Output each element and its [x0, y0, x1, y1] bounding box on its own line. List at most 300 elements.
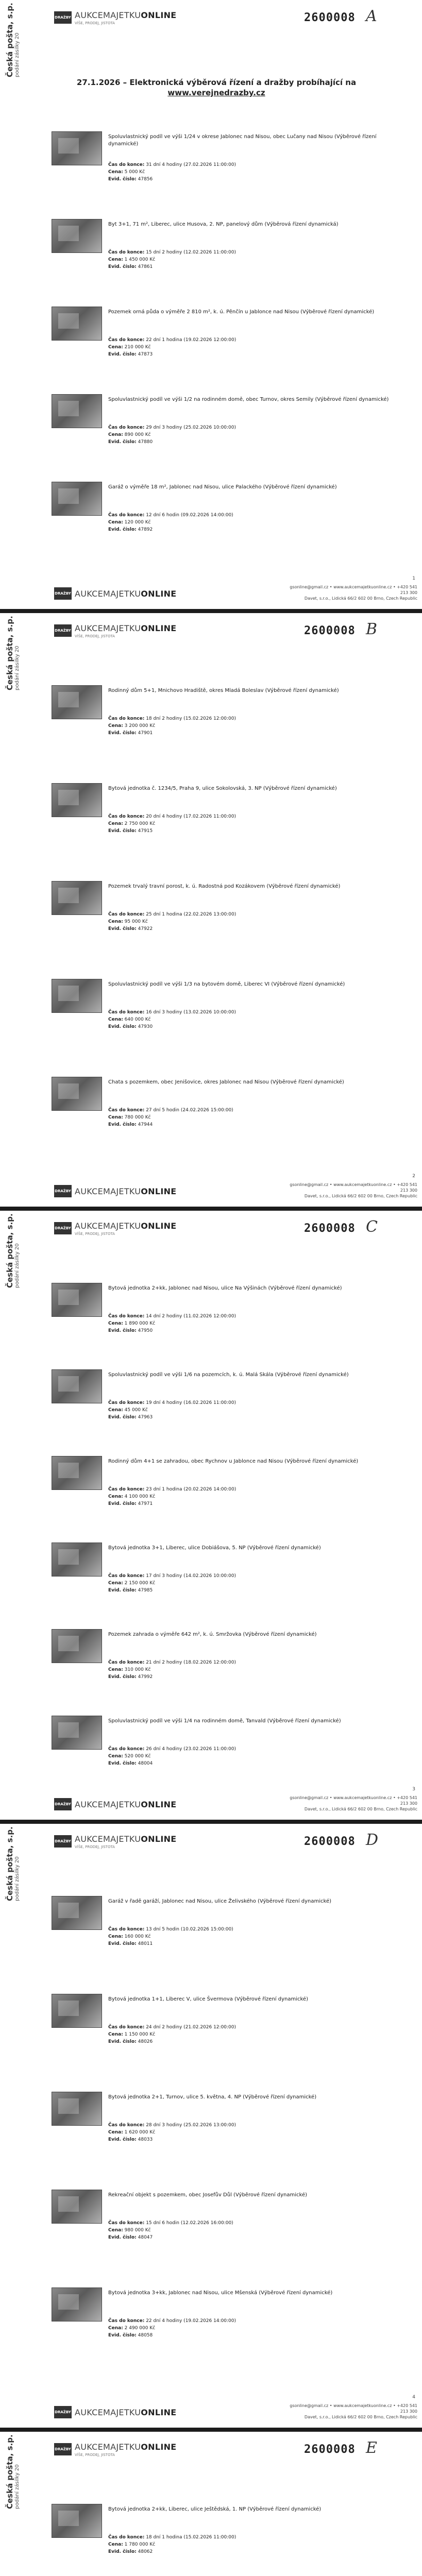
- listing-ref-number-label: Evid. číslo:: [108, 1588, 137, 1593]
- listing-price-label: Cena:: [108, 1934, 123, 1939]
- listing-ref-number-label: Evid. číslo:: [108, 731, 137, 736]
- listing-ref-number-row: [108, 526, 233, 533]
- listing-price: 310 000 Kč: [124, 1667, 151, 1672]
- handwritten-letter: D: [366, 1831, 379, 1849]
- listing-item: [52, 979, 407, 1056]
- brand-name: [75, 1187, 177, 1196]
- listing-photo[interactable]: [52, 394, 102, 428]
- listing-price-label: Cena:: [108, 170, 123, 175]
- listing-title-link[interactable]: Garáž v řadě garáží, Jablonec nad Nisou, ulice Želivského (Výběrové řízení dynamické): [108, 1899, 332, 1904]
- listing-photo[interactable]: [52, 2504, 102, 2538]
- listing-item: [52, 219, 407, 296]
- document-number: 2600008: [304, 1222, 356, 1235]
- brand-logo-icon: DRAŽBY: [54, 624, 72, 637]
- listing-ref-number-label: Evid. číslo:: [108, 828, 137, 834]
- page-number: 3: [412, 1787, 415, 1792]
- listing-photo[interactable]: [52, 1077, 102, 1111]
- listing-ref-number-label: Evid. číslo:: [108, 2137, 137, 2142]
- listing-price-label: Cena:: [108, 520, 123, 525]
- brand-footer: [54, 2402, 177, 2422]
- listing-photo[interactable]: [52, 2190, 102, 2224]
- brand-name-part2: ONLINE: [141, 1221, 177, 1231]
- stamp-line-1: Česká pošta, s.p.: [5, 2434, 14, 2509]
- listing-title-link[interactable]: Rodinný dům 4+1 se zahradou, obec Rychnov u Jablonce nad Nisou (Výběrové řízení dynamické): [108, 1459, 359, 1464]
- listing-price: 120 000 Kč: [124, 520, 151, 525]
- listing-details: [108, 715, 236, 737]
- listing-time-left: 24 dní 2 hodiny (21.02.2026 12:00:00): [146, 2025, 237, 2030]
- postal-stamp: [5, 2434, 20, 2509]
- listing-ref-number: 47971: [138, 1501, 153, 1506]
- listing-title-link[interactable]: Pozemek orná půda o výměře 2 810 m², k. ú. Pěnčín u Jablonce nad Nisou (Výběrové řízení dynamické): [108, 309, 375, 315]
- listing-price: 1 150 000 Kč: [124, 2032, 156, 2037]
- listing-item: [52, 783, 407, 860]
- listing-time-left-label: Čas do konce:: [108, 1660, 145, 1665]
- listing-photo[interactable]: [52, 2287, 102, 2321]
- listing-ref-number-row: [108, 1587, 236, 1594]
- listing-ref-number-label: Evid. číslo:: [108, 1941, 137, 1946]
- footer-contact: gsonline@gmail.cz • www.aukcemajetkuonline.cz • +420 541 213 300: [290, 585, 417, 595]
- listing-price-row: [108, 820, 236, 827]
- brand-logo-icon: DRAŽBY: [54, 1835, 72, 1848]
- brand-logo-icon: DRAŽBY: [54, 587, 72, 600]
- listing-ref-number-label: Evid. číslo:: [108, 926, 137, 931]
- stamp-line-2: podání zásilky 20: [14, 32, 20, 77]
- listing-ref-number: 48004: [138, 1761, 153, 1766]
- listing-title-link[interactable]: Spoluvlastnický podíl ve výši 1/2 na rodinném domě, obec Turnov, okres Semily (Výběrové řízení dynamické): [108, 397, 389, 402]
- listing-ref-number: 47963: [138, 1415, 153, 1420]
- listing-title-link[interactable]: Spoluvlastnický podíl ve výši 1/4 na rodinném domě, Tanvald (Výběrové řízení dynamické): [108, 1718, 341, 1724]
- listing-ref-number: 47873: [138, 352, 153, 357]
- listing-ref-number-label: Evid. číslo:: [108, 2549, 137, 2554]
- listing-price-label: Cena:: [108, 2326, 123, 2331]
- listing-title-link[interactable]: Bytová jednotka 3+kk, Jablonec nad Nisou, ulice Mšenská (Výběrové řízení dynamické): [108, 2290, 333, 2296]
- brand-name-part2: ONLINE: [141, 1799, 177, 1809]
- listing-price-label: Cena:: [108, 1115, 123, 1120]
- listing-price: 2 490 000 Kč: [124, 2326, 156, 2331]
- listing-price-label: Cena:: [108, 1408, 123, 1413]
- listing-price-row: [108, 431, 236, 438]
- postal-stamp: [5, 1826, 20, 1901]
- listing-price-row: [108, 344, 236, 351]
- listing-title-link[interactable]: Bytová jednotka 2+kk, Liberec, ulice Ještědská, 1. NP (Výběrové řízení dynamické): [108, 2506, 322, 2512]
- brand-name-block: [75, 10, 177, 25]
- listing-price-label: Cena:: [108, 919, 123, 924]
- listing-title-link[interactable]: Spoluvlastnický podíl ve výši 1/24 v okrese Jablonec nad Nisou, obec Lučany nad Nisou (Výběrové řízení dynamické): [108, 134, 377, 147]
- brand-footer: [54, 1181, 177, 1201]
- page-footer: [289, 1787, 417, 1812]
- listing-ref-number-row: [108, 2548, 236, 2555]
- listing-title-link[interactable]: Rekreační objekt s pozemkem, obec Josefův Důl (Výběrové řízení dynamické): [108, 2192, 308, 2198]
- listing-details: [108, 1107, 233, 1128]
- listing-photo[interactable]: [52, 1543, 102, 1577]
- listing-ref-number: 47880: [138, 439, 153, 445]
- listing-ref-number-label: Evid. číslo:: [108, 2039, 137, 2044]
- brand-name-part2: ONLINE: [141, 1834, 177, 1844]
- listing-price-row: [108, 2129, 236, 2136]
- brand-name-part2: ONLINE: [141, 1186, 177, 1196]
- listing-ref-number-label: Evid. číslo:: [108, 2235, 137, 2240]
- document-number: 2600008: [304, 624, 356, 637]
- listing-details: [108, 813, 236, 835]
- listing-price: 520 000 Kč: [124, 1754, 151, 1759]
- listing-time-left-row: [108, 2122, 236, 2129]
- brand-name-part2: ONLINE: [141, 2407, 177, 2417]
- listing-price: 210 000 Kč: [124, 345, 151, 350]
- brand-name-block: [75, 1221, 177, 1236]
- listing-ref-number-row: [108, 1673, 236, 1681]
- listing-time-left-row: [108, 1009, 236, 1016]
- listing-time-left-row: [108, 813, 236, 820]
- listing-ref-number: 47861: [138, 264, 153, 269]
- listing-details: [108, 1313, 236, 1334]
- listing-item: [52, 881, 407, 958]
- listing-time-left: 26 dní 4 hodiny (23.02.2026 11:00:00): [146, 1747, 237, 1752]
- footer-contact: gsonline@gmail.cz • www.aukcemajetkuonline.cz • +420 541 213 300: [290, 2403, 417, 2414]
- listing-time-left-row: [108, 911, 236, 918]
- listing-time-left: 18 dní 1 hodina (15.02.2026 11:00:00): [146, 2535, 237, 2540]
- listing-title-link[interactable]: Bytová jednotka 2+kk, Jablonec nad Nisou, ulice Na Výšinách (Výběrové řízení dynamické): [108, 1285, 342, 1291]
- listing-photo[interactable]: [52, 1716, 102, 1750]
- listing-time-left-row: [108, 249, 236, 256]
- footer-address: Davet, s.r.o., Lidická 66/2 602 00 Brno, Czech Republic: [304, 2415, 417, 2419]
- listing-time-left-label: Čas do konce:: [108, 2535, 145, 2540]
- listing-time-left: 27 dní 5 hodin (24.02.2026 15:00:00): [146, 1108, 233, 1113]
- listing-time-left-row: [108, 424, 236, 431]
- listing-title-link[interactable]: Bytová jednotka 1+1, Liberec V, ulice Švermova (Výběrové řízení dynamické): [108, 1996, 308, 2002]
- listing-price-label: Cena:: [108, 1321, 123, 1326]
- listing-price-label: Cena:: [108, 2542, 123, 2547]
- listing-time-left: 22 dní 1 hodina (19.02.2026 12:00:00): [146, 337, 237, 343]
- footer-address: Davet, s.r.o., Lidická 66/2 602 00 Brno, Czech Republic: [304, 1194, 417, 1198]
- stamp-line-1: Česká pošta, s.p.: [5, 1213, 14, 1288]
- document-page: [0, 2432, 422, 2576]
- listing-details: [108, 1399, 236, 1421]
- brand-name-part2: ONLINE: [141, 623, 177, 633]
- listing-price: 5 000 Kč: [124, 170, 145, 175]
- listing-time-left-label: Čas do konce:: [108, 162, 145, 167]
- listing-price-row: [108, 1016, 236, 1023]
- listing-item: [52, 1716, 407, 1793]
- listing-photo[interactable]: [52, 2092, 102, 2126]
- listing-ref-number-row: [108, 1414, 236, 1421]
- listing-title-link[interactable]: Pozemek zahrada o výměře 642 m², k. ú. Smržovka (Výběrové řízení dynamické): [108, 1632, 317, 1637]
- handwritten-letter: E: [366, 2439, 377, 2457]
- listing-price-label: Cena:: [108, 257, 123, 262]
- listing-price-label: Cena:: [108, 1494, 123, 1499]
- listing-photo[interactable]: [52, 1283, 102, 1317]
- listing-price-label: Cena:: [108, 2032, 123, 2037]
- listing-title-link[interactable]: Bytová jednotka č. 1234/5, Praha 9, ulice Sokolovská, 3. NP (Výběrové řízení dynamické): [108, 786, 337, 791]
- listing-photo[interactable]: [52, 219, 102, 253]
- listing-time-left-label: Čas do konce:: [108, 1010, 145, 1015]
- listing-price-label: Cena:: [108, 1017, 123, 1022]
- brand-name-part1: AUKCEMAJETKU: [75, 1186, 141, 1196]
- listing-price: 3 200 000 Kč: [124, 723, 156, 728]
- listing-photo[interactable]: [52, 131, 102, 165]
- brand-header: [54, 7, 177, 28]
- brand-tagline: VÍŠE, PRODEJ, JISTOTA: [75, 1231, 115, 1236]
- listing-time-left-label: Čas do konce:: [108, 1487, 145, 1492]
- listing-time-left: 17 dní 3 hodiny (14.02.2026 10:00:00): [146, 1573, 237, 1579]
- listing-time-left-row: [108, 715, 236, 722]
- listing-ref-number-label: Evid. číslo:: [108, 1501, 137, 1506]
- listing-title-link[interactable]: Spoluvlastnický podíl ve výši 1/6 na pozemcích, k. ú. Malá Skála (Výběrové řízení dynamické): [108, 1372, 349, 1378]
- listing-ref-number-row: [108, 2038, 236, 2045]
- listing-title-link[interactable]: Bytová jednotka 2+1, Turnov, ulice 5. května, 4. NP (Výběrové řízení dynamické): [108, 2094, 317, 2100]
- listing-ref-number-label: Evid. číslo:: [108, 439, 137, 445]
- listing-ref-number-row: [108, 2332, 236, 2339]
- listing-details: [108, 1572, 236, 1594]
- listing-photo[interactable]: [52, 1896, 102, 1930]
- listing-ref-number-row: [108, 1940, 233, 1947]
- brand-name-part1: AUKCEMAJETKU: [75, 10, 141, 20]
- listing-ref-number-row: [108, 2234, 233, 2241]
- listing-price: 780 000 Kč: [124, 1115, 151, 1120]
- listing-time-left: 14 dní 2 hodiny (11.02.2026 12:00:00): [146, 1314, 237, 1319]
- listing-time-left: 16 dní 3 hodiny (13.02.2026 10:00:00): [146, 1010, 237, 1015]
- listing-time-left: 22 dní 4 hodiny (19.02.2026 14:00:00): [146, 2318, 237, 2324]
- listing-details: [108, 1009, 236, 1030]
- listing-time-left-label: Čas do konce:: [108, 1573, 145, 1579]
- listing-photo[interactable]: [52, 1994, 102, 2028]
- listing-details: [108, 1486, 236, 1507]
- listing-price: 45 000 Kč: [124, 1408, 148, 1413]
- document-page: [0, 1824, 422, 2428]
- listing-price-row: [108, 1933, 233, 1940]
- listing-price-row: [108, 1320, 236, 1327]
- listing-price-row: [108, 1406, 236, 1414]
- brand-name: [75, 1800, 177, 1809]
- listing-photo[interactable]: [52, 881, 102, 915]
- brand-name-part2: ONLINE: [141, 10, 177, 20]
- listing-time-left-row: [108, 2024, 236, 2031]
- listing-ref-number-row: [108, 1760, 236, 1767]
- brand-header: [54, 620, 177, 641]
- page-separator: [0, 2428, 422, 2432]
- listing-time-left-label: Čas do konce:: [108, 2318, 145, 2324]
- stamp-line-2: podání zásilky 20: [14, 1856, 20, 1901]
- listing-price: 890 000 Kč: [124, 432, 151, 437]
- listing-ref-number-label: Evid. číslo:: [108, 1024, 137, 1029]
- listing-ref-number-row: [108, 176, 236, 183]
- listing-price-row: [108, 2227, 233, 2234]
- listing-price-row: [108, 1114, 233, 1121]
- listing-time-left: 31 dní 4 hodiny (27.02.2026 11:00:00): [146, 162, 237, 167]
- listing-ref-number-row: [108, 925, 236, 933]
- listing-details: [108, 249, 236, 270]
- listing-ref-number-row: [108, 1121, 233, 1128]
- brand-name-part1: AUKCEMAJETKU: [75, 588, 141, 599]
- listing-title-link[interactable]: Rodinný dům 5+1, Mnichovo Hradiště, okres Mladá Boleslav (Výběrové řízení dynamické): [108, 688, 339, 693]
- listing-item: [52, 1896, 407, 1973]
- listing-ref-number-label: Evid. číslo:: [108, 177, 137, 182]
- page-number: 1: [412, 576, 415, 581]
- brand-header: [54, 1831, 177, 1852]
- listing-ref-number: 47922: [138, 926, 153, 931]
- listing-photo[interactable]: [52, 1629, 102, 1663]
- postal-stamp: [5, 3, 20, 77]
- listing-time-left-label: Čas do konce:: [108, 337, 145, 343]
- listing-photo[interactable]: [52, 783, 102, 817]
- listing-time-left-row: [108, 161, 236, 168]
- listing-price: 160 000 Kč: [124, 1934, 151, 1939]
- listing-ref-number: 48033: [138, 2137, 153, 2142]
- footer-contact: gsonline@gmail.cz • www.aukcemajetkuonline.cz • +420 541 213 300: [290, 1795, 417, 1806]
- listing-price-label: Cena:: [108, 1754, 123, 1759]
- document-title-line1: 27.1.2026 – Elektronická výběrová řízení a dražby probíhající na: [76, 78, 357, 87]
- listing-ref-number: 47950: [138, 1328, 153, 1333]
- listing-time-left-row: [108, 336, 236, 344]
- listing-time-left: 29 dní 3 hodiny (25.02.2026 10:00:00): [146, 425, 237, 430]
- listing-time-left: 19 dní 4 hodiny (16.02.2026 11:00:00): [146, 1400, 237, 1405]
- brand-tagline: VÍŠE, PRODEJ, JISTOTA: [75, 634, 115, 638]
- listing-photo[interactable]: [52, 482, 102, 516]
- document-page: [0, 0, 422, 609]
- brand-footer: [54, 583, 177, 604]
- listing-item: [52, 685, 407, 762]
- listing-price-row: [108, 168, 236, 176]
- listing-time-left: 13 dní 5 hodin (10.02.2026 15:00:00): [146, 1927, 233, 1932]
- listing-item: [52, 2504, 407, 2576]
- listing-details: [108, 336, 236, 358]
- listing-details: [108, 1659, 236, 1681]
- brand-name: [75, 589, 177, 599]
- handwritten-letter: C: [366, 1218, 378, 1236]
- document-number: 2600008: [304, 2443, 356, 2456]
- brand-logo-icon: DRAŽBY: [54, 1798, 72, 1810]
- listing-ref-number-label: Evid. číslo:: [108, 1761, 137, 1766]
- listing-ref-number-row: [108, 827, 236, 835]
- stamp-line-2: podání zásilky 20: [14, 2464, 20, 2509]
- listing-time-left-label: Čas do konce:: [108, 2025, 145, 2030]
- listing-time-left: 12 dní 6 hodin (09.02.2026 14:00:00): [146, 513, 233, 518]
- listing-title-link[interactable]: Byt 3+1, 71 m², Liberec, ulice Husova, 2. NP, panelový dům (Výběrová řízení dynamická): [108, 222, 339, 227]
- listing-title-link[interactable]: Chata s pozemkem, obec Jenišovice, okres Jablonec nad Nisou (Výběrové řízení dynamické): [108, 1079, 344, 1085]
- brand-name-block: [75, 1834, 177, 1849]
- brand-name-block: [75, 623, 177, 638]
- page-separator: [0, 1820, 422, 1824]
- listing-time-left-row: [108, 1399, 236, 1406]
- listing-price: 640 000 Kč: [124, 1017, 151, 1022]
- listing-time-left: 25 dní 1 hodina (22.02.2026 13:00:00): [146, 912, 237, 917]
- listing-item: [52, 1456, 407, 1533]
- document-page: [0, 613, 422, 1207]
- listing-details: [108, 424, 236, 446]
- listing-photo[interactable]: [52, 1369, 102, 1403]
- listing-price: 1 450 000 Kč: [124, 257, 156, 262]
- listing-ref-number-label: Evid. číslo:: [108, 352, 137, 357]
- listing-time-left: 28 dní 3 hodiny (25.02.2026 13:00:00): [146, 2123, 237, 2128]
- handwritten-letter: B: [366, 620, 378, 638]
- listing-ref-number: 47944: [138, 1122, 153, 1127]
- brand-name-part2: ONLINE: [141, 588, 177, 599]
- listing-details: [108, 2219, 233, 2241]
- listing-time-left-label: Čas do konce:: [108, 513, 145, 518]
- listing-title-link[interactable]: Bytová jednotka 3+1, Liberec, ulice Dobiášova, 5. NP (Výběrové řízení dynamické): [108, 1545, 321, 1551]
- listing-time-left-label: Čas do konce:: [108, 2221, 145, 2226]
- listing-ref-number: 48047: [138, 2235, 153, 2240]
- brand-name-part1: AUKCEMAJETKU: [75, 2407, 141, 2417]
- listing-time-left-row: [108, 2219, 233, 2227]
- document-number: 2600008: [304, 1835, 356, 1848]
- listing-item: [52, 307, 407, 384]
- listing-title-link[interactable]: Spoluvlastnický podíl ve výši 1/3 na bytovém domě, Liberec VI (Výběrové řízení dynamické): [108, 981, 345, 987]
- listing-details: [108, 2122, 236, 2143]
- listing-price-row: [108, 1493, 236, 1500]
- listing-time-left-label: Čas do konce:: [108, 1927, 145, 1932]
- handwritten-letter: A: [366, 7, 377, 25]
- listing-photo[interactable]: [52, 1456, 102, 1490]
- listing-price-label: Cena:: [108, 1667, 123, 1672]
- listing-ref-number-label: Evid. číslo:: [108, 264, 137, 269]
- listing-time-left-label: Čas do konce:: [108, 1400, 145, 1405]
- listing-price: 1 890 000 Kč: [124, 1321, 156, 1326]
- listing-time-left-label: Čas do konce:: [108, 425, 145, 430]
- document-title-url[interactable]: www.verejnedrazby.cz: [167, 88, 265, 97]
- listing-ref-number-label: Evid. číslo:: [108, 2333, 137, 2338]
- listing-time-left-row: [108, 1313, 236, 1320]
- listing-time-left-row: [108, 1659, 236, 1666]
- listing-price-row: [108, 2541, 236, 2548]
- brand-header: [54, 1218, 177, 1239]
- stamp-line-1: Česká pošta, s.p.: [5, 3, 14, 77]
- listing-title-link[interactable]: Garáž o výměře 18 m², Jablonec nad Nisou, ulice Palackého (Výběrové řízení dynamické): [108, 484, 337, 490]
- brand-header: [54, 2439, 177, 2460]
- document-title: [72, 77, 361, 98]
- page-separator: [0, 609, 422, 613]
- listing-time-left-row: [108, 1926, 233, 1933]
- brand-name-part1: AUKCEMAJETKU: [75, 1221, 141, 1231]
- footer-address: Davet, s.r.o., Lidická 66/2 602 00 Brno, Czech Republic: [304, 1807, 417, 1811]
- brand-footer: [54, 1794, 177, 1815]
- brand-name-block: [75, 2442, 177, 2457]
- listing-ref-number-label: Evid. číslo:: [108, 527, 137, 532]
- listing-price-row: [108, 722, 236, 730]
- document-page: [0, 1211, 422, 1820]
- listing-item: [52, 1994, 407, 2071]
- listing-ref-number: 47892: [138, 527, 153, 532]
- footer-contact: gsonline@gmail.cz • www.aukcemajetkuonline.cz • +420 541 213 300: [290, 1182, 417, 1193]
- listing-price-row: [108, 1580, 236, 1587]
- brand-name-part1: AUKCEMAJETKU: [75, 1834, 141, 1844]
- listing-price-row: [108, 1753, 236, 1760]
- listing-photo[interactable]: [52, 307, 102, 341]
- listing-price: 1 780 000 Kč: [124, 2542, 156, 2547]
- listing-details: [108, 2317, 236, 2339]
- listing-price-label: Cena:: [108, 2228, 123, 2233]
- page-number: 4: [412, 2395, 415, 2400]
- listing-details: [108, 512, 233, 533]
- listing-item: [52, 1369, 407, 1447]
- listing-photo[interactable]: [52, 685, 102, 719]
- brand-name-part1: AUKCEMAJETKU: [75, 623, 141, 633]
- stamp-line-2: podání zásilky 20: [14, 646, 20, 690]
- listing-ref-number-label: Evid. číslo:: [108, 1328, 137, 1333]
- listing-ref-number-row: [108, 438, 236, 446]
- listing-item: [52, 2287, 407, 2365]
- listing-details: [108, 2024, 236, 2045]
- listing-time-left-row: [108, 1486, 236, 1493]
- brand-logo-icon: DRAŽBY: [54, 2406, 72, 2418]
- page-footer: [289, 2395, 417, 2420]
- listing-item: [52, 1629, 407, 1706]
- listing-ref-number: 47915: [138, 828, 153, 834]
- listing-time-left-label: Čas do konce:: [108, 716, 145, 721]
- listing-ref-number-row: [108, 263, 236, 270]
- listing-title-link[interactable]: Pozemek trvalý travní porost, k. ú. Radostná pod Kozákovem (Výběrové řízení dynamické): [108, 884, 341, 889]
- listing-photo[interactable]: [52, 979, 102, 1013]
- listing-time-left: 23 dní 1 hodina (20.02.2026 14:00:00): [146, 1487, 237, 1492]
